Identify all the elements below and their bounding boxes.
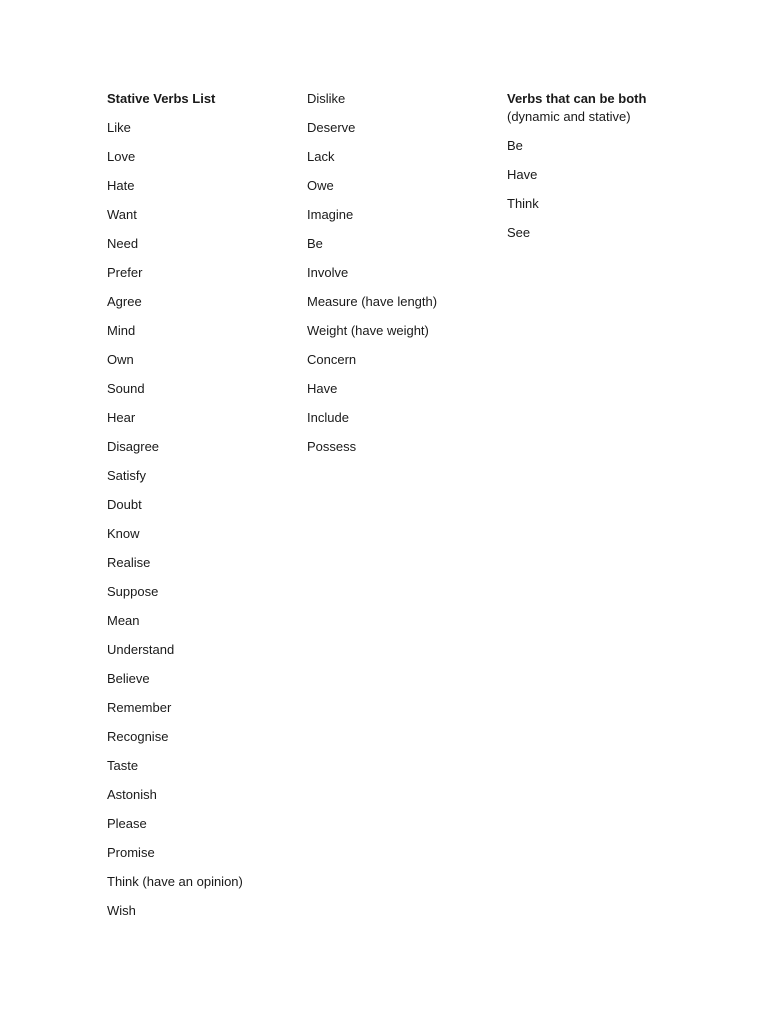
list-item: Understand [107, 642, 175, 657]
list-item: Be [507, 138, 523, 153]
both-verbs-list [507, 137, 707, 253]
list-item: Own [107, 352, 134, 367]
list-item: Sound [107, 381, 145, 396]
list-item: Dislike [307, 91, 346, 106]
list-item: Hear [107, 410, 136, 425]
list-item: Think [507, 196, 539, 211]
list-item: Taste [107, 758, 139, 773]
list-item: Want [107, 207, 137, 222]
list-item: Have [307, 381, 338, 396]
both-verbs-heading: Verbs that can be both [507, 91, 647, 106]
list-item: Love [107, 149, 136, 164]
list-item: Think (have an opinion) [107, 874, 243, 889]
list-item: Suppose [107, 584, 159, 599]
list-item: Mind [107, 323, 136, 338]
both-verbs-subheading: (dynamic and stative) [507, 109, 631, 124]
stative-verbs-continued-list [307, 90, 497, 467]
list-item: Deserve [307, 120, 356, 135]
list-item: Disagree [107, 439, 160, 454]
list-item: See [507, 225, 531, 240]
list-item: Have [507, 167, 538, 182]
list-item: Concern [307, 352, 357, 367]
list-item: Lack [307, 149, 335, 164]
list-item: Wish [107, 903, 136, 918]
list-item: Hate [107, 178, 135, 193]
list-item: Imagine [307, 207, 354, 222]
list-item: Realise [107, 555, 151, 570]
list-item: Prefer [107, 265, 143, 280]
list-item: Recognise [107, 729, 169, 744]
list-item: Promise [107, 845, 155, 860]
list-item: Owe [307, 178, 334, 193]
list-item: Remember [107, 700, 172, 715]
list-item: Believe [107, 671, 150, 686]
list-item: Agree [107, 294, 142, 309]
list-item: Measure (have length) [307, 294, 438, 309]
list-item: Include [307, 410, 349, 425]
list-item: Satisfy [107, 468, 147, 483]
stative-verbs-column [107, 90, 297, 931]
stative-verbs-continued-column [307, 90, 497, 467]
stative-verbs-list [107, 119, 297, 931]
list-item: Weight (have weight) [307, 323, 429, 338]
list-item: Like [107, 120, 131, 135]
list-item: Need [107, 236, 139, 251]
both-verbs-column [507, 90, 707, 253]
list-item: Please [107, 816, 147, 831]
list-item: Involve [307, 265, 349, 280]
list-item: Be [307, 236, 323, 251]
list-item: Know [107, 526, 140, 541]
list-item: Mean [107, 613, 140, 628]
list-item: Astonish [107, 787, 157, 802]
list-item: Doubt [107, 497, 142, 512]
list-item: Possess [307, 439, 357, 454]
stative-verbs-heading: Stative Verbs List [107, 91, 216, 106]
